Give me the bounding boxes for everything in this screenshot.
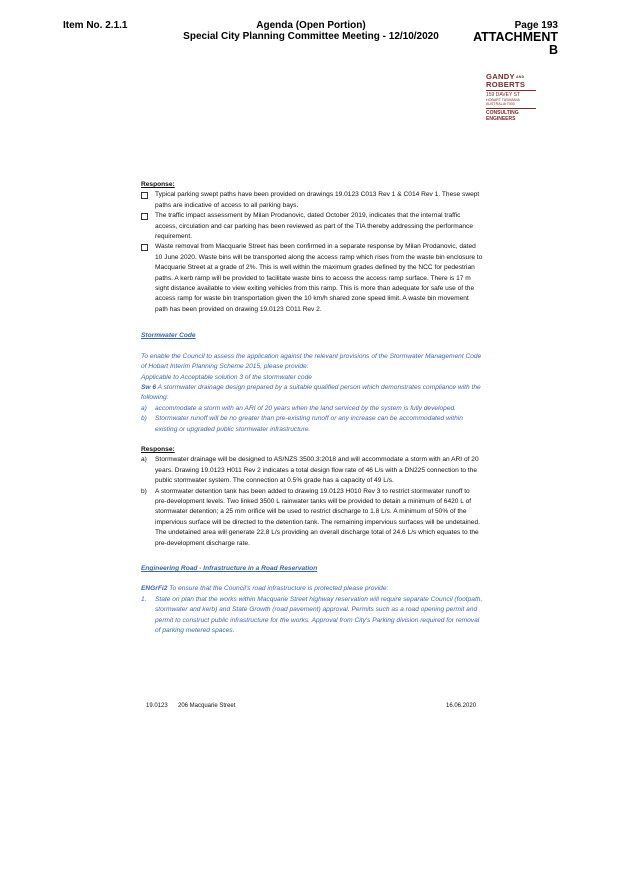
engineering-road-title: Engineering Road - Infrastructure in a Road Reservation (141, 565, 318, 572)
page-number (470, 20, 558, 57)
logo-tag-2: ENGINEERS (486, 115, 516, 122)
checkbox-bullet-icon (141, 192, 148, 199)
page-label: Page 193 (514, 20, 558, 31)
list-item: a) accommodate a storm with an ARI of 20 years when the land serviced by the system is fully developed. (141, 404, 457, 412)
sw6-requirement: Sw 6 A stormwater drainage design prepared by a suitable qualified person which demonstrates compliance with the following: (141, 383, 481, 402)
logo-line-2: ROBERTS (486, 80, 526, 89)
list-item: 1. State on plan that the works within Macquarie Street highway reservation will require separate Council (footpath, stormwater and kerb) and State Growth (road pavement) approval. Permits such as a road opening permit and permit to construct public infrastructure for the works. Approval from City's Parking division required for removal of parking metered spaces. (141, 595, 483, 635)
stormwater-applicable: Applicable to Acceptable solution 3 of the stormwater code (141, 373, 312, 381)
meeting-label: Special City Planning Committee Meeting - 12/10/2020 (183, 31, 439, 42)
response-heading-2: Response: (141, 445, 175, 453)
document-body (141, 180, 483, 636)
list-item: b) Stormwater runoff will be no greater than pre-existing runoff or any increase can be accommodated within existing or upgraded public stormwater infrastructure. (141, 415, 463, 433)
stormwater-code-title: Stormwater Code (141, 332, 196, 340)
engineering-requirement: ENGrFi2 To ensure that the Council's road infrastructure is protected please provide: (141, 585, 389, 593)
checkbox-bullet-icon (141, 213, 148, 220)
agenda-title (150, 20, 472, 42)
logo-postcode: AUSTRALIA 7000 (486, 102, 515, 107)
list-item: b) A stormwater detention tank has been added to drawing 19.0123 H010 Rev 3 to restrict stormwater runoff to pre-development levels. Two linked 3500 L rainwater tanks will be provided to detain a minimum of 6420 L of stormwater detention; a 25 mm orifice will be used to restrict discharge to 1.8 L/s. A minimum of 50% of the impervious surface will be directed to the detention tank. The remaining impervious surfaces will be undetained. The undetained area will generate 22.8 L/s providing an overall discharge total of 24.6 L/s which equates to the pre-development discharge rate. (141, 487, 480, 547)
footer-date: 16.06.2020 (446, 703, 477, 709)
stormwater-intro: To enable the Council to assess the application against the relevant provisions of the Stormwater Management Code of Hobart Interim Planning Scheme 2015, please provide: (141, 352, 482, 371)
list-item: Typical parking swept paths have been provided on drawings 19.0123 C013 Rev 1 & C014 Rev 1. These swept paths are indicative of access to all parking bays. (141, 190, 483, 211)
response-heading-1: Response: (141, 181, 175, 188)
logo-line-1: $GANDY^{AND}$ (486, 72, 525, 81)
company-logo (486, 73, 536, 122)
list-item: The traffic impact assessment by Milan Prodanovic, dated October 2019, indicates that the internal traffic access, circulation and car parking has been reviewed as part of the TIA thereby addressing the performance requirement. (141, 211, 483, 242)
logo-tag-1: CONSULTING (486, 109, 519, 116)
list-item: a) Stormwater drainage will be designed to AS/NZS 3500.3:2018 and will accommodate a storm with an ARI of 20 years. Drawing 19.0123 H011 Rev 2 indicates a total design flow rate of 46 L/s with a DN225 connection to the public stormwater system. The connection at 0.5% grade has a capacity of 49 L/s. (141, 456, 479, 485)
logo-city: HOBART TASMANIA (486, 98, 520, 102)
footer-address: 206 Macquarie Street (178, 703, 236, 709)
item-number: Item No. 2.1.1 (63, 20, 128, 31)
list-item: Waste removal from Macquarie Street has been confirmed in a separate response by Milan Prodanovic, dated 10 June 2020. Waste bins will be transported along the access ramp which rises from the waste bin enclosure to Macquarie Street at a grade of 2%. This is well within the maximum grades defined by the NCC for pedestrian paths. A kerb ramp will be provided to facilitate waste bins to access the access ramp surface. There is 17 m sight distance available to view exiting vehicles from this ramp. This is more than adequate for safe use of the access ramp for waste bin transportation given the 10 km/h shared zone speed limit. A waste bin movement path has been provided on drawing 19.0123 C011 Rev 2. (141, 242, 483, 315)
checkbox-bullet-icon (141, 244, 148, 251)
agenda-label: Agenda (Open Portion) (256, 20, 366, 31)
attachment-label: ATTACHMENT B (473, 30, 558, 57)
logo-address: 159 DAVEY ST (486, 92, 520, 98)
footer-job-number: 19.0123 (146, 703, 168, 709)
